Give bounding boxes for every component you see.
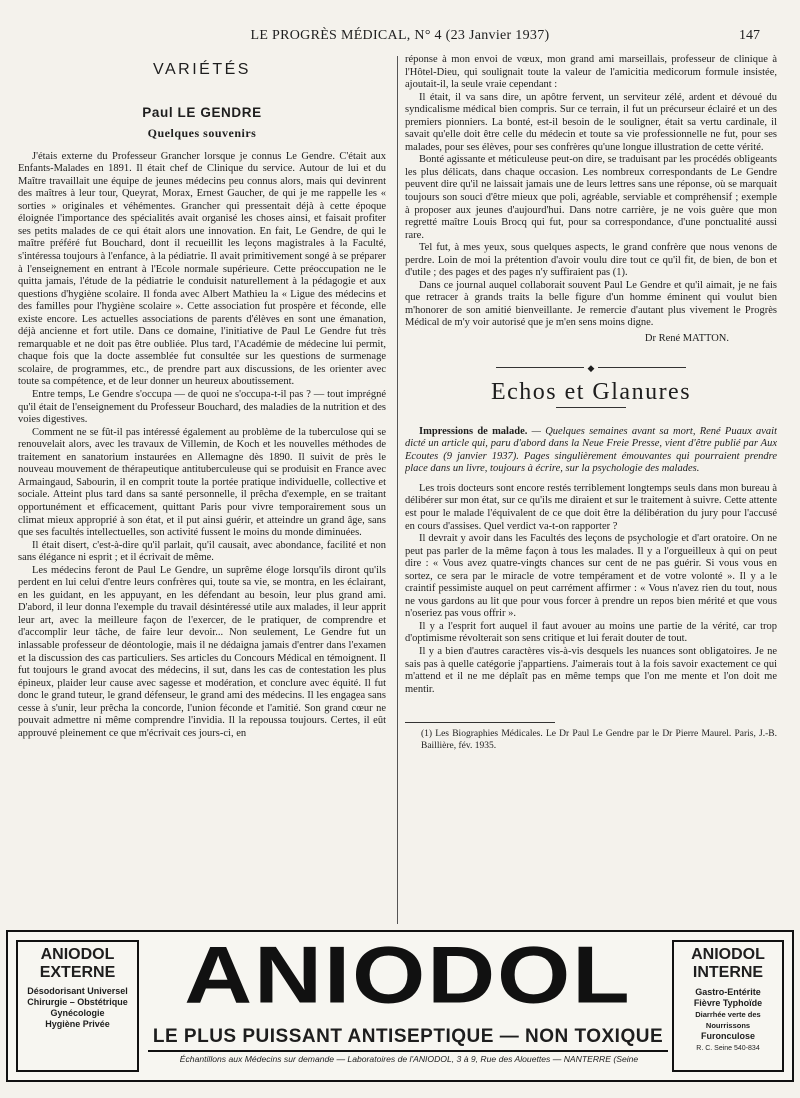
section-title: VARIÉTÉS <box>153 61 251 78</box>
heading-rule <box>556 407 626 408</box>
quote-paragraph: Il y a l'esprit fort auquel il faut avouer au moins une partie de la vérité, car trop d'optimisme révolterait son sens critique et lui ferait douter de tout. <box>405 620 777 645</box>
ad-right-title: ANIODOL INTERNE <box>691 946 765 981</box>
paragraph: Bonté agissante et méticuleuse peut-on dire, se traduisant par les procédés obligeants les plus délicats, dans chaque occasion. Les nombreux correspondants de Le Gendre peuvent dire qu'il ne laissait jamais une de leurs lettres sans une réponse, où se marquait toujours son souci d'être mieux que poli, agréable, serviable et compréhensif ; exemple à proposer aux jeunes d'aujourd'hui. Dans notre carrière, je ne vois guère que mon regretté maître Louis Brocq qui fut, pour sa correspondance, d'une ponctualité aussi rare. <box>405 154 777 241</box>
paragraph: Il était, il va sans dire, un apôtre fervent, un serviteur zélé, ardent et dévoué du syndicalisme médical bien compris. Sur ce terrain, il fut un précurseur éclairé et un des premiers pionniers. La bonté, est-il besoin de le souligner, était sa vertu cardinale, il savait qu'elle doit être celle du médecin et toute sa vie professionnelle ne fut, pour ses malades, pour ses élèves, pour ses confrères qu'une longue illustration de cette vérité. <box>405 91 777 153</box>
signature: Dr René MATTON. <box>644 333 729 345</box>
article-subtitle: Quelques souvenirs <box>147 126 257 141</box>
ad-right-line: Diarrhée verte des Nourrissons <box>695 1010 761 1030</box>
paragraph: réponse à mon envoi de vœux, mon grand ami marseillais, professeur de clinique à l'Hôtel-Dieu, qui soulignait toute la valeur de l'amicitia medicorum formule insistée, ajoutait-il, la seule vraie cependant : <box>405 54 777 91</box>
item-intro-text: — Quelques semaines avant sa mort, René Puaux avait dicté un article qui, paru d'abord dans la Neue Freie Presse, vient d'être publié par Aux Ecoutes (9 janvier 1937). Pages singulièrement émouvantes qui pourraient prendre place dans un livre, toujours à écrire, sur la psychologie des malades. <box>405 425 777 475</box>
ad-footer: Échantillons aux Médecins sur demande — Laboratoires de l'ANIODOL, 3 à 9, Rue des Alouettes — NANTERRE (Seine <box>179 1054 639 1064</box>
paragraph: Comment ne se fût-il pas intéressé également au problème de la tuberculose qui se renouvelait alors, avec les travaux de Villemin, de Koch et les nouvelles méthodes de traitement en sanatorium instaurées en Allemagne dès 1890. Il suivit de près le nouveau mouvement de thérapeutique antituberculeuse qui se produisit en France avec Armaingaud, Sabourin, il en comprit toute la portée pratique individuelle, collective et sociale. Atteint plus tard dans sa santé personnelle, il prêcha d'exemple, en se traitant opportunément et efficacement, quittant Paris pour vivre temporairement sous un climat mieux approprié à son état, et il put ainsi guérir, et atteindre un grand âge, sans que ses facultés intellectuelles, son activité fussent le moins du monde diminuées. <box>18 426 386 539</box>
advertisement <box>6 930 794 1082</box>
ad-left-title: ANIODOL EXTERNE <box>39 946 116 981</box>
ad-left-box <box>16 940 139 1072</box>
ad-right-line: Furonculose <box>700 1031 755 1041</box>
right-column <box>405 54 777 926</box>
ad-left-line: Désodorisant Universel <box>27 986 128 996</box>
column-divider <box>397 56 398 924</box>
paragraph: J'étais externe du Professeur Grancher lorsque je connus Le Gendre. C'était aux Enfants-Malades en 1891. Il était chef de Clinique du service. Autour de lui et du Maître travaillait une équipe de jeunes médecins peu connus alors, mais qui devinrent des maîtres à leur tour, Queyrat, Morax, Ernest Gaucher, de qui je me rappelle les « sorties » originales et véhémentes. Grancher qui pressentait déjà à cette époque éloignée l'importance des spécialités avait organisé les choses ainsi, et faisait profiter ses petits malades de ce qui était alors une innovation. En fait, Le Gendre, de qui le maître préféré fut Bouchard, dont il recueillit les leçons magistrales à la Faculté, s'intéressa toujours à l'enfance, à la pédiatrie. Il avait primitivement songé à se préparer à l'enseignement en entrant à l'Ecole normale supérieure. Cette préoccupation ne le quitta jamais, l'étude de la pédiatrie le conduisit naturellement à la pédagogie et aux questions d'hygiène scolaire. Il fonda avec Albert Mathieu la « Ligue des médecins et des familles pour l'hygiène scolaire ». Cette association fut prospère et féconde, elle existe encore. Les actuelles associations de parents d'élèves en sont une émanation, déjà ancienne et fort utile. Dans ce domaine, l'initiative de Paul Le Gendre fut très remarquable et ne doit pas être oubliée. Plus tard, l'Académie de médecine lui permit, chaque fois que la docte assemblée fut consultée sur les questions de surmenage scolaire, de programmes, etc., de prendre part aux discussions, de les orienter avec toute sa compétence, et de leur donner un heureux aboutissement. <box>18 150 386 388</box>
running-header <box>40 28 760 44</box>
ad-brand-name: ANIODOL <box>184 929 632 1020</box>
paragraph: Entre temps, Le Gendre s'occupa — de quoi ne s'occupa-t-il pas ? — tout imprégné qu'il était de l'enseignement du Professeur Bouchard, des maladies de la nutrition et des voies digestives. <box>18 389 386 426</box>
paragraph: Il était disert, c'est-à-dire qu'il parlait, qu'il causait, avec abondance, facilité et non sans élégance ni esprit ; et il écrivait de même. <box>18 539 386 564</box>
ad-right-line: Fièvre Typhoïde <box>693 998 763 1008</box>
ad-registration: R. C. Seine 540-834 <box>696 1045 760 1052</box>
footnote-rule <box>405 722 555 723</box>
paragraph: Tel fut, à mes yeux, sous quelques aspects, le grand confrère que nous venons de perdre. Loin de moi la prétention d'avoir voulu dire tout ce qu'il fit, de bien, de bon et d'utile ; des pages et des pages n'y suffiraient pas (1). <box>405 242 777 279</box>
paragraph: Les médecins feront de Paul Le Gendre, un suprême éloge lorsqu'ils diront qu'ils perdent en lui celui d'entre leurs confrères qui, toute sa vie, se montra, en les éclairant, en les guidant, en les appuyant, en les défendant au besoin, leur plus grand ami. D'abord, il leur donna l'exemple du travail désintéressé utile aux malades, il leur apprit leur art, avec la meilleure façon de l'exercer, de le pratiquer, de comprendre et d'accomplir leur tâche, de faire leur devoir... Non seulement, Le Gendre fut un inlassable professeur de déontologie, mais il ne dédaigna jamais d'entrer dans l'examen et la discussion des cas particuliers. Ses articles du Concours Médical en témoignent. Il fut toujours le grand avocat des médecins, il sut, dans les cas de contestation les plus épineux, plaider leur cause avec sagesse et modération, et conclure avec équité. Il fut donc le grand tuteur, le grand défenseur, le grand ami des médecins. Il les engagea sans cesse à s'unir, leur prêcha la concorde, l'union féconde et l'amitié. Son grand cœur ne pouvait admettre ni même comprendre l'invidia. Il la repoussa toujours. Certes, il eût approuvé pleinement ce que m'écrivait ces jours-ci, en <box>18 564 386 739</box>
ad-rule <box>148 1050 668 1052</box>
item-intro <box>405 426 777 476</box>
ad-left-line: Chirurgie – Obstétrique <box>27 997 128 1007</box>
page-number: 147 <box>739 28 760 43</box>
ad-right-line: Gastro-Entérite <box>695 987 761 997</box>
journal-header-title: LE PROGRÈS MÉDICAL, N° 4 (23 Janvier 1937) <box>250 28 550 43</box>
ad-right-box <box>672 940 784 1072</box>
quote-paragraph: Il devrait y avoir dans les Facultés des leçons de psychologie et d'art oratoire. On ne peut pas parler de la même façon à tous les malades. Il y a l'orgueilleux à qui on peut dire : « Vous avez quatre-vingts chances sur cent de ne pas guérir. Si vous vous en sortez, ce sera par le miracle de votre tempérament et de votre volonté ». Il y a le craintif pessimiste auquel on peut carrément affirmer : « Vous n'avez rien du tout, nous ne vous gardons au lit que pour vous forcer à prendre un repos bien mérité et que vous n'oseriez pas vous offrir ». <box>405 533 777 620</box>
item-title: Impressions de malade. <box>419 425 528 437</box>
left-column <box>18 54 386 926</box>
ornament-divider: ◆ <box>405 362 777 375</box>
quote-paragraph: Il y a bien d'autres caractères vis-à-vis desquels les nuances sont obligatoires. Je ne sais pas à quelle catégorie j'appartiens. J'aimerais tout à la fois savoir exactement ce qui m'attend et il ne me déplaît pas en même temps que l'on me mente et l'on doit me mentir. <box>405 645 777 695</box>
ad-left-line: Hygiène Privée <box>45 1019 110 1029</box>
ad-slogan: LE PLUS PUISSANT ANTISEPTIQUE — NON TOXIQUE <box>152 1026 664 1047</box>
footnote: (1) Les Biographies Médicales. Le Dr Paul Le Gendre par le Dr Pierre Maurel. Paris, J.-B. Baillière, fév. 1935. <box>421 729 777 751</box>
paragraph: Dans ce journal auquel collaborait souvent Paul Le Gendre et qu'il aimait, je ne fais que retracer à grands traits la belle figure d'un homme éminent qui voulut bien m'honorer de son amitié bienveillante. Je remercie d'autant plus vivement le Progrès Médical de m'y voir autorisé que je m'en sens moins digne. <box>405 279 777 329</box>
article-author: Paul LE GENDRE <box>142 104 262 120</box>
quote-paragraph: Les trois docteurs sont encore restés terriblement longtemps seuls dans mon bureau à délibérer sur mon état, sur ce qu'ils me diraient et sur le traitement à suivre. Cette attente est pour le malade l'équivalent de ce que doit être la délibération du jury pour l'accusé en cours d'assises. Quel verdict va-t-on rapporter ? <box>405 482 777 532</box>
section-heading-echos: Echos et Glanures <box>490 379 692 406</box>
ad-left-line: Gynécologie <box>50 1008 105 1018</box>
